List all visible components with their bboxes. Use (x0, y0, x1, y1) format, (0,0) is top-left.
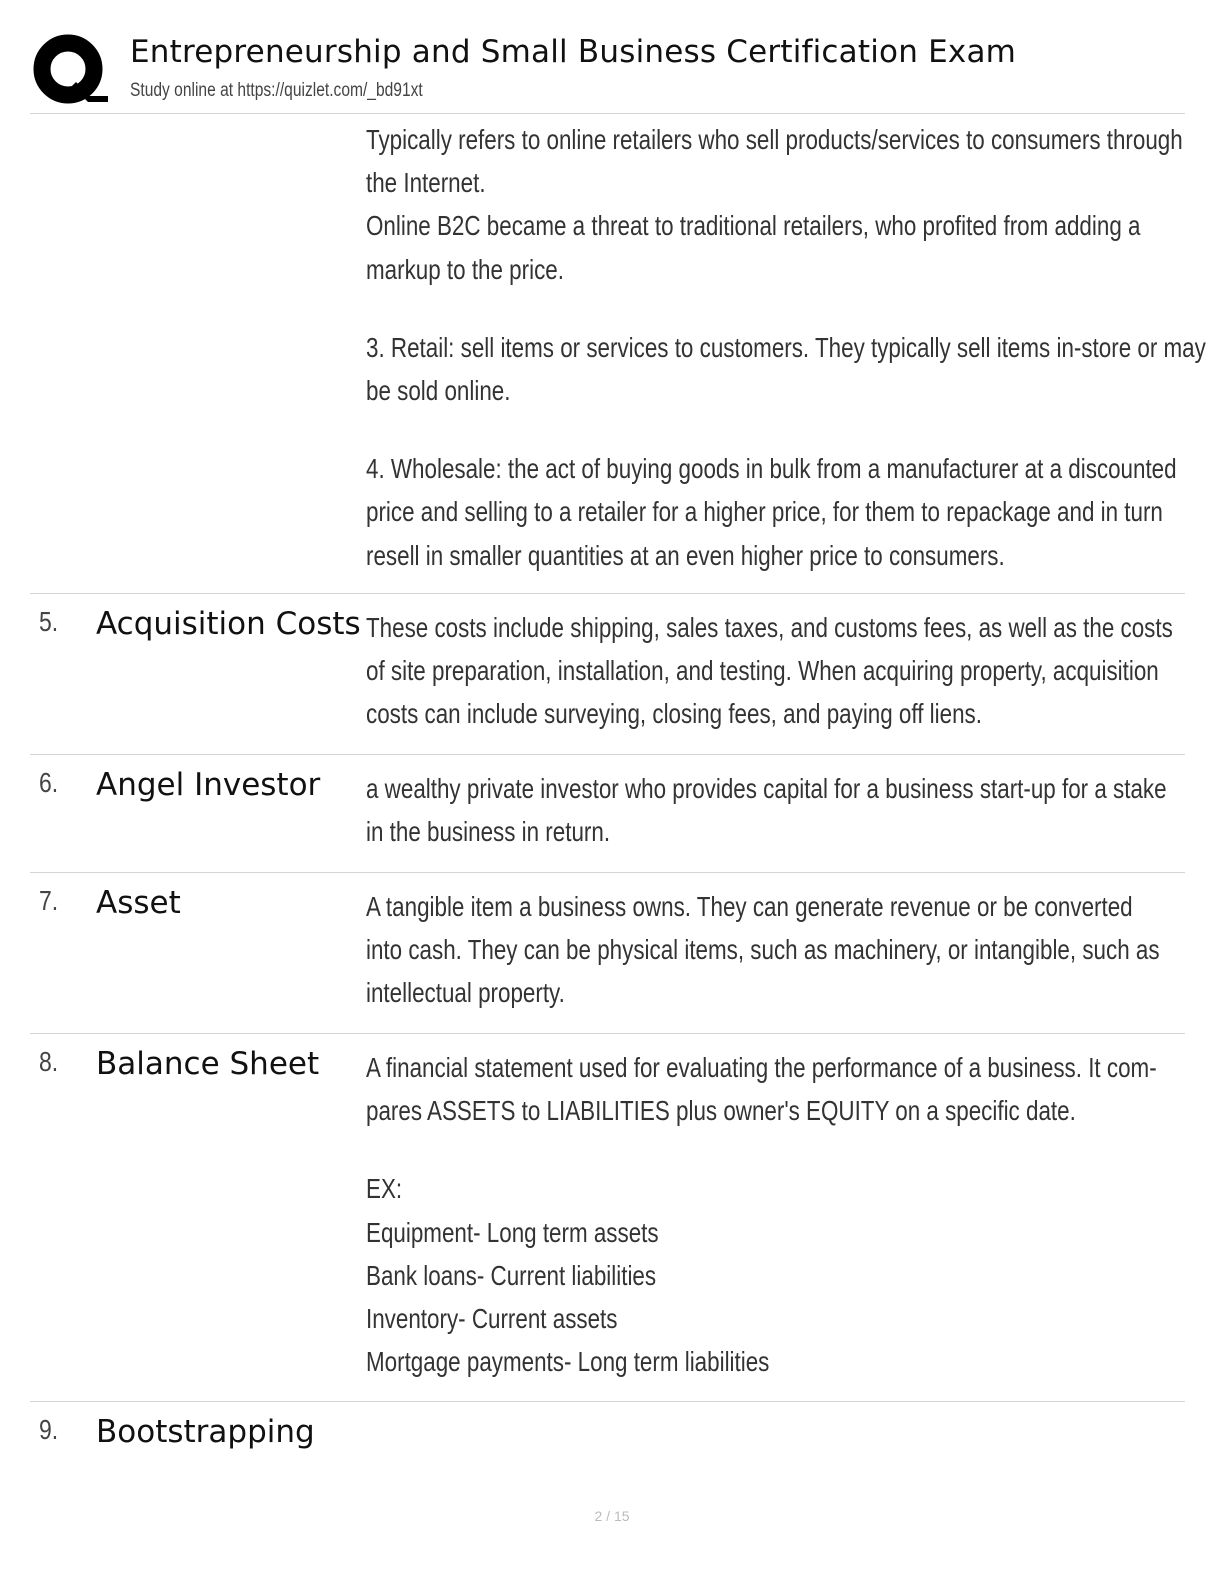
flashcard-row (30, 754, 1185, 873)
definition-line: be sold online. (366, 375, 511, 407)
card-number: 9. (39, 1414, 59, 1445)
definition-line: These costs include shipping, sales taxes, and customs fees, as well as the costs (366, 612, 1173, 643)
definition-line: 3. Retail: sell items or services to customers. They typically sell items in-store or may (366, 331, 1206, 363)
card-number: 7. (39, 885, 59, 916)
card-number: 5. (39, 606, 59, 637)
card-definition (366, 606, 1173, 736)
definition-line: a wealthy private investor who provides capital for a business start-up for a stake (366, 773, 1167, 804)
definition-line: Inventory- Current assets (366, 1303, 618, 1335)
definition-line: A tangible item a business owns. They can generate revenue or be converted (366, 891, 1133, 922)
page-number: 2 / 15 (594, 1508, 630, 1524)
definition-paragraph (366, 447, 1177, 577)
card-term: Acquisition Costs (96, 606, 361, 642)
definition-line: price and selling to a retailer for a higher price, for them to repackage and in turn (366, 496, 1163, 528)
definition-line: Online B2C became a threat to traditional retailers, who profited from adding a (366, 210, 1141, 242)
flashcard-row (30, 593, 1185, 754)
card-definition (366, 1046, 1162, 1383)
flashcard-row (30, 1401, 1185, 1482)
header-divider (30, 113, 1185, 114)
card-term: Bootstrapping (96, 1414, 315, 1450)
definition-line: into cash. They can be physical items, such as machinery, or intangible, such as (366, 934, 1160, 966)
definition-line: Mortgage payments- Long term liabilities (366, 1346, 770, 1378)
definition-paragraph (366, 1167, 1162, 1383)
definition-line: EX: (366, 1173, 403, 1205)
definition-line: A financial statement used for evaluating the performance of a business. It com- (366, 1052, 1157, 1083)
page-header (30, 28, 1190, 114)
definition-line: resell in smaller quantities at an even higher price to consumers. (366, 539, 1005, 571)
definition-line: costs can include surveying, closing fees, and paying off liens. (366, 698, 982, 730)
card-term: Asset (96, 885, 181, 921)
definition-text (366, 118, 1206, 577)
definition-line: Bank loans- Current liabilities (366, 1259, 657, 1291)
definition-line: in the business in return. (366, 816, 611, 848)
card-term: Balance Sheet (96, 1046, 320, 1082)
definition-paragraph (366, 118, 1183, 291)
definition-paragraph (366, 326, 1206, 412)
definition-line: Typically refers to online retailers who sell products/services to consumers through (366, 124, 1183, 155)
definition-line: pares ASSETS to LIABILITIES plus owner's EQUITY on a specific date. (366, 1095, 1076, 1127)
quizlet-logo-icon (32, 32, 108, 108)
definition-line: Equipment- Long term assets (366, 1216, 659, 1248)
definition-line: intellectual property. (366, 977, 565, 1009)
definition-paragraph (366, 1046, 1162, 1132)
definition-line: markup to the price. (366, 253, 564, 285)
continued-definition (366, 118, 1224, 577)
card-number: 6. (39, 767, 59, 798)
card-definition (366, 767, 1167, 853)
card-definition (366, 885, 1162, 1015)
definition-line: of site preparation, installation, and testing. When acquiring property, acquisition (366, 655, 1159, 687)
card-term: Angel Investor (96, 767, 321, 803)
flashcard-row (30, 1033, 1185, 1402)
definition-line: 4. Wholesale: the act of buying goods in bulk from a manufacturer at a discounted (366, 453, 1177, 485)
flashcard-row (30, 872, 1185, 1033)
study-link-text: Study online at https://quizlet.com/_bd91xt (130, 80, 423, 101)
card-number: 8. (39, 1046, 59, 1077)
definition-line: the Internet. (366, 167, 486, 199)
page-title: Entrepreneurship and Small Business Certification Exam (130, 34, 1017, 70)
